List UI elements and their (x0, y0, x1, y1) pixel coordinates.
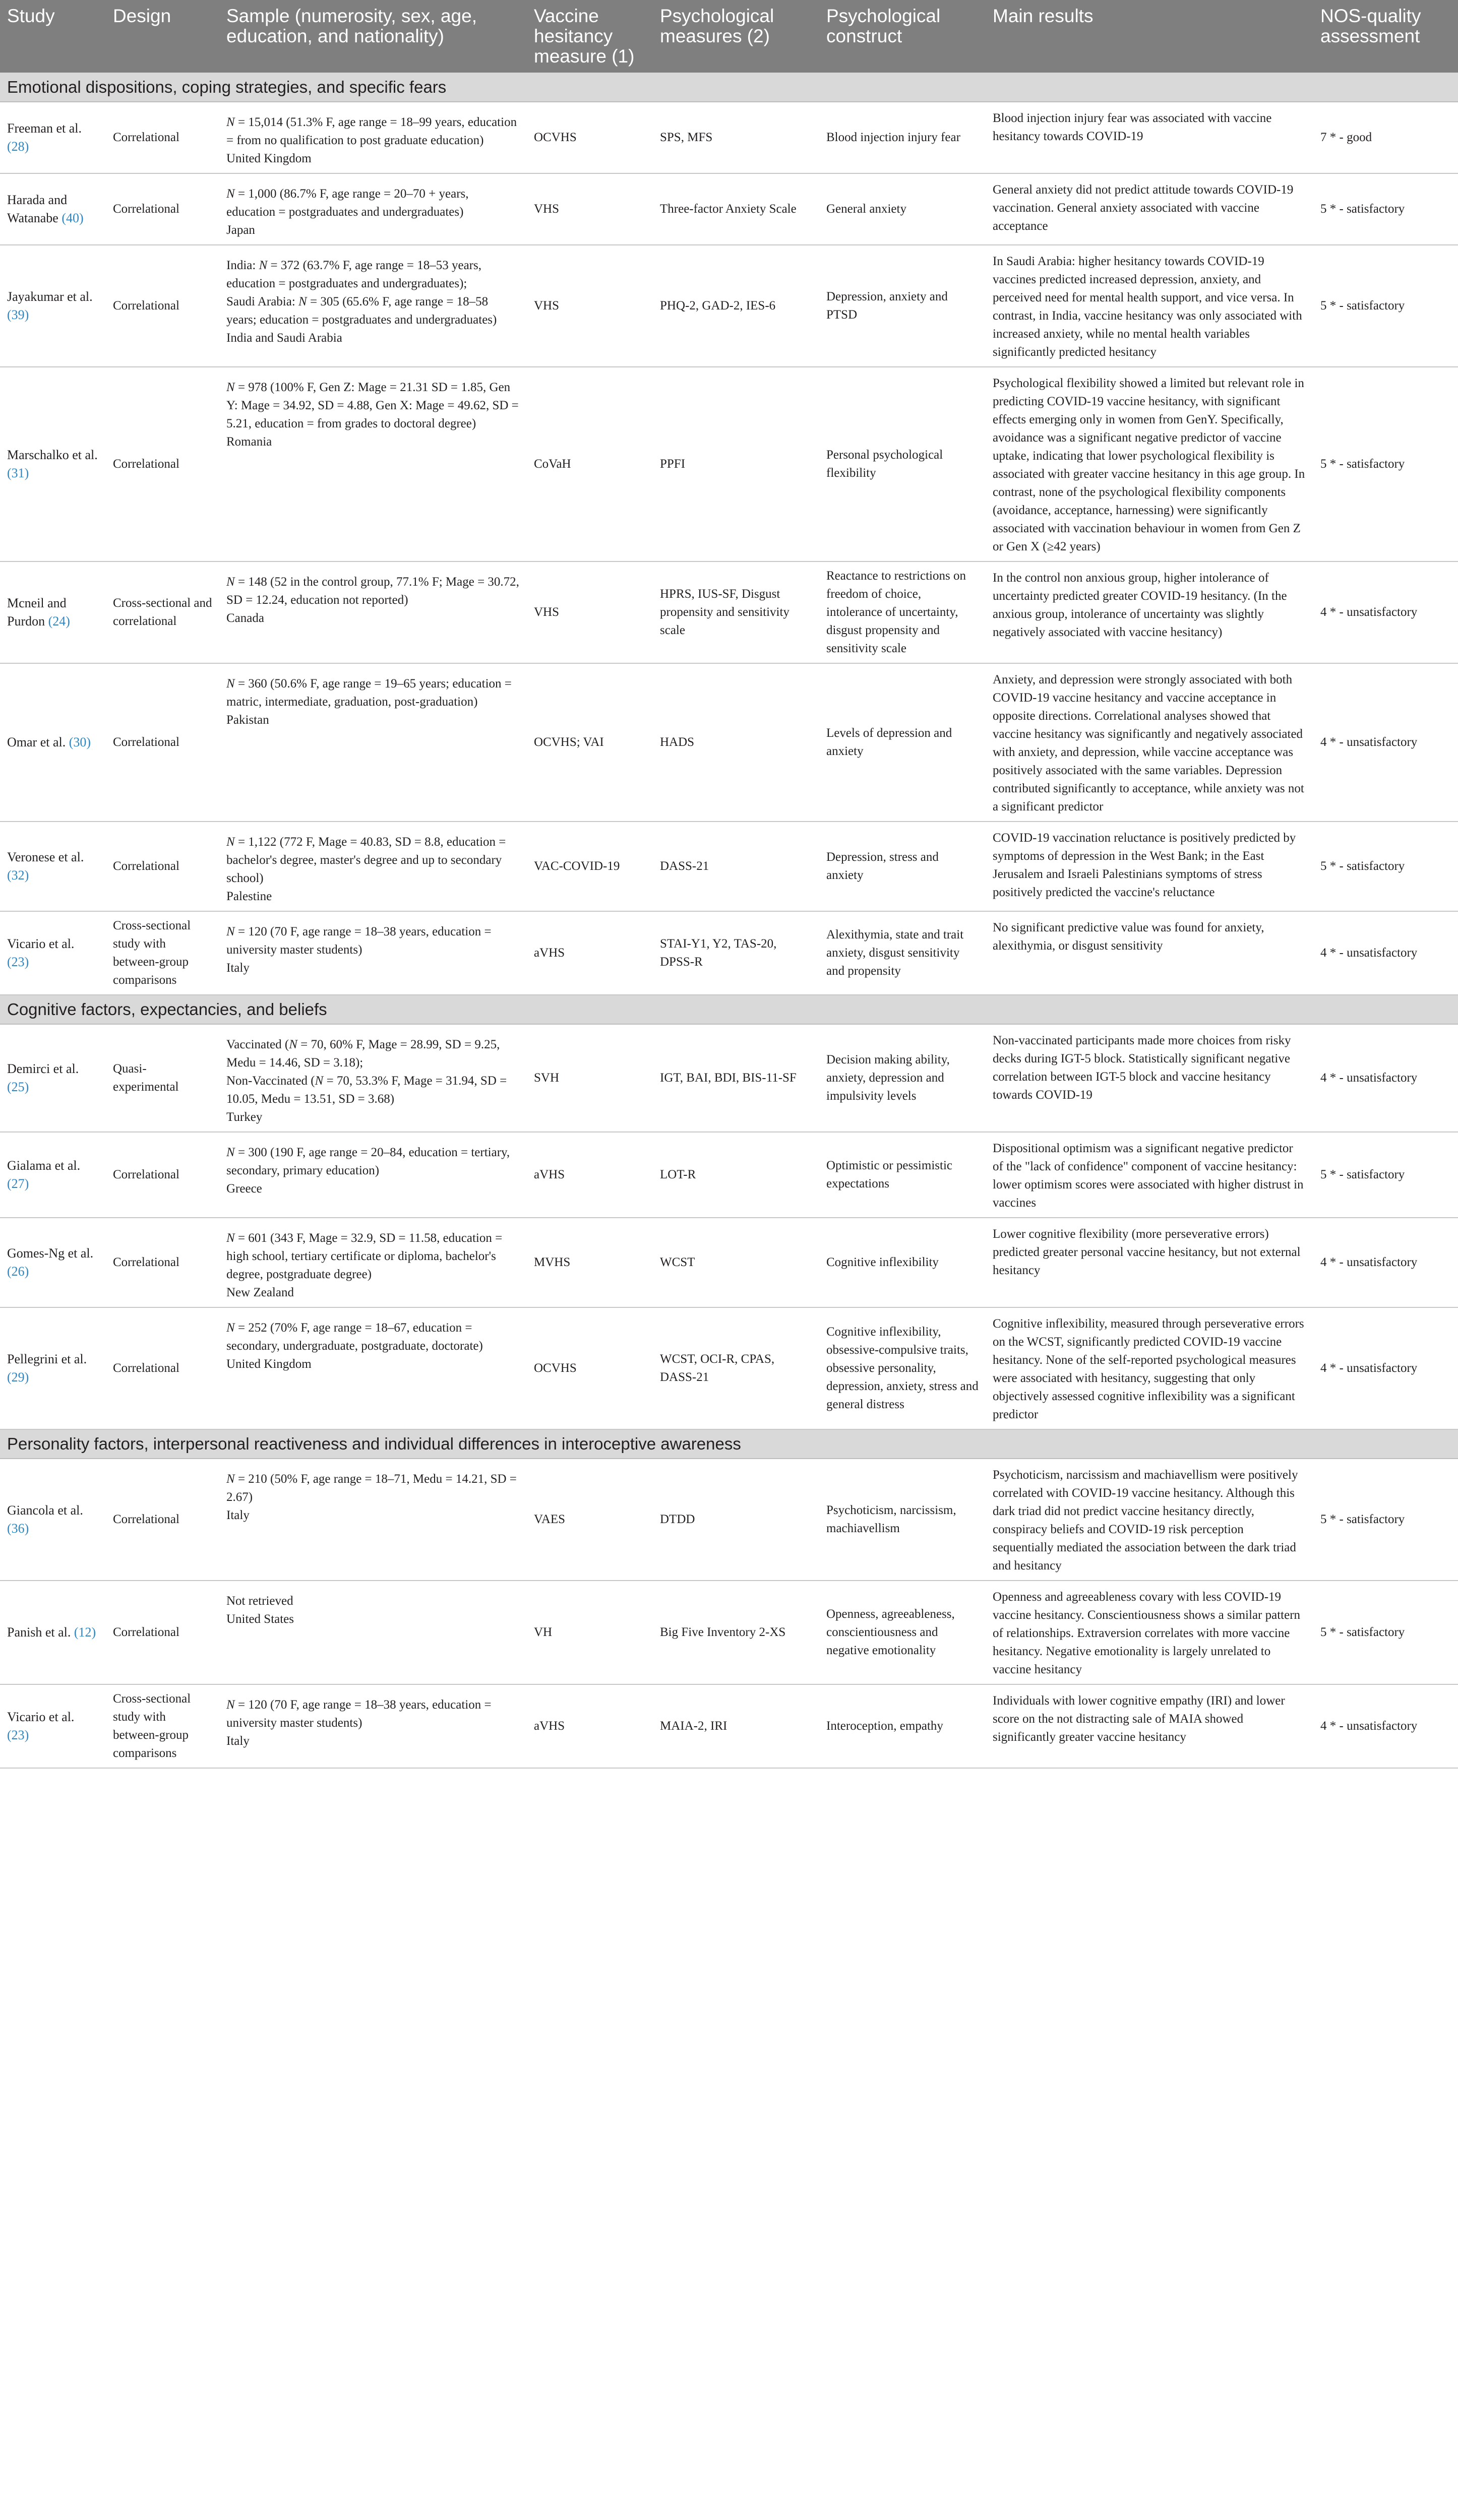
design-cell: Correlational (106, 173, 219, 245)
study-name: Omar et al. (7, 735, 66, 749)
psychological-construct-cell: General anxiety (819, 173, 986, 245)
sample-line: N = 120 (70 F, age range = 18–38 years, education = university master students) (226, 1698, 492, 1730)
study-cell (0, 911, 106, 995)
table-row (0, 561, 1458, 663)
sample-line: India: N = 372 (63.7% F, age range = 18–53 years, education = postgraduates and undergraduates); (226, 259, 481, 290)
sample-cell (219, 1132, 527, 1218)
nos-quality-cell: 4 * - unsatisfactory (1313, 1024, 1458, 1132)
main-results-cell: Anxiety, and depression were strongly associated with both COVID-19 vaccine hesitancy and vaccine acceptance in opposite directions. Correlational analyses showed that vaccine hesitancy was significantly and negatively associated with anxiety, and depression, while vaccine acceptance was positively associated with the same variables. Depression contributed significantly to acceptance, while anxiety was not a significant predictor (986, 663, 1313, 822)
psychological-measures-cell: PPFI (653, 367, 819, 561)
vaccine-hesitancy-measure-cell: OCVHS (527, 1307, 653, 1429)
study-name: Demirci et al. (7, 1061, 79, 1076)
vaccine-hesitancy-measure-cell: aVHS (527, 1132, 653, 1218)
table-row (0, 1684, 1458, 1768)
sample-cell (219, 367, 527, 561)
sample-line: N = 300 (190 F, age range = 20–84, education = tertiary, secondary, primary education) (226, 1146, 510, 1177)
sample-line: Turkey (226, 1110, 263, 1124)
nos-quality-cell: 5 * - satisfactory (1313, 173, 1458, 245)
nos-quality-cell: 5 * - satisfactory (1313, 822, 1458, 911)
psychological-construct-cell: Openness, agreeableness, conscientiousness and negative emotionality (819, 1581, 986, 1684)
study-name: Freeman et al. (7, 121, 82, 136)
reference-link[interactable]: (24) (48, 614, 70, 628)
psychological-construct-cell: Cognitive inflexibility, obsessive-compulsive traits, obsessive personality, depression, anxiety, stress and general distress (819, 1307, 986, 1429)
nos-quality-cell: 5 * - satisfactory (1313, 245, 1458, 367)
table-row (0, 173, 1458, 245)
reference-link[interactable]: (30) (69, 735, 91, 749)
study-name: Vicario et al. (7, 1710, 75, 1724)
study-name: Mcneil and Purdon (7, 596, 67, 628)
sample-line: N = 148 (52 in the control group, 77.1% F; Mage = 30.72, SD = 12.24, education not reported) (226, 575, 519, 607)
sample-line: India and Saudi Arabia (226, 331, 342, 345)
header-psychological-construct: Psychological construct (819, 0, 986, 73)
sample-cell (219, 663, 527, 822)
reference-link[interactable]: (40) (62, 211, 84, 225)
header-main-results: Main results (986, 0, 1313, 73)
section-header-row (0, 73, 1458, 102)
reference-link[interactable]: (23) (7, 1728, 29, 1742)
reference-link[interactable]: (29) (7, 1370, 29, 1384)
sample-line: N = 360 (50.6% F, age range = 19–65 years; education = matric, intermediate, graduation, post-graduation) (226, 677, 512, 709)
table-row (0, 1581, 1458, 1684)
psychological-construct-cell: Blood injection injury fear (819, 102, 986, 173)
sample-cell (219, 561, 527, 663)
sample-line: Canada (226, 611, 264, 625)
nos-quality-cell: 4 * - unsatisfactory (1313, 911, 1458, 995)
sample-cell (219, 102, 527, 173)
main-results-cell: Openness and agreeableness covary with less COVID-19 vaccine hesitancy. Conscientiousness shows a similar pattern of relationships. Extraversion correlates with more vaccine hesitancy. Negative emotionality is largely unrelated to vaccine hesitancy (986, 1581, 1313, 1684)
sample-line: Italy (226, 961, 250, 975)
sample-line: Japan (226, 223, 255, 237)
study-cell (0, 1218, 106, 1307)
sample-cell (219, 822, 527, 911)
header-sample: Sample (numerosity, sex, age, education, and nationality) (219, 0, 527, 73)
psychological-measures-cell: MAIA-2, IRI (653, 1684, 819, 1768)
psychological-construct-cell: Levels of depression and anxiety (819, 663, 986, 822)
psychological-construct-cell: Personal psychological flexibility (819, 367, 986, 561)
section-title: Cognitive factors, expectancies, and beliefs (0, 995, 1458, 1024)
sample-line: Non-Vaccinated (N = 70, 53.3% F, Mage = 31.94, SD = 10.05, Medu = 13.51, SD = 3.68) (226, 1074, 507, 1106)
header-nos-quality: NOS-quality assessment (1313, 0, 1458, 73)
vaccine-hesitancy-measure-cell: MVHS (527, 1218, 653, 1307)
study-name: Jayakumar et al. (7, 289, 93, 304)
sample-line: United Kingdom (226, 1357, 312, 1371)
sample-cell (219, 1218, 527, 1307)
nos-quality-cell: 5 * - satisfactory (1313, 1581, 1458, 1684)
psychological-measures-cell: PHQ-2, GAD-2, IES-6 (653, 245, 819, 367)
study-cell (0, 367, 106, 561)
study-cell (0, 1684, 106, 1768)
study-cell (0, 102, 106, 173)
vaccine-hesitancy-measure-cell: CoVaH (527, 367, 653, 561)
sample-cell (219, 1684, 527, 1768)
sample-cell (219, 911, 527, 995)
design-cell: Correlational (106, 245, 219, 367)
study-cell (0, 1581, 106, 1684)
study-name: Marschalko et al. (7, 448, 98, 462)
sample-cell (219, 1307, 527, 1429)
table-row (0, 367, 1458, 561)
table-row (0, 911, 1458, 995)
study-name: Vicario et al. (7, 936, 75, 951)
psychological-measures-cell: HADS (653, 663, 819, 822)
study-name: Gomes-Ng et al. (7, 1246, 94, 1261)
nos-quality-cell: 7 * - good (1313, 102, 1458, 173)
psychological-construct-cell: Depression, anxiety and PTSD (819, 245, 986, 367)
section-header-row (0, 1429, 1458, 1459)
sample-line: Italy (226, 1734, 250, 1748)
design-cell: Correlational (106, 1307, 219, 1429)
psychological-measures-cell: DASS-21 (653, 822, 819, 911)
nos-quality-cell: 4 * - unsatisfactory (1313, 663, 1458, 822)
reference-link[interactable]: (26) (7, 1264, 29, 1279)
psychological-construct-cell: Reactance to restrictions on freedom of choice, intolerance of uncertainty, disgust propensity and sensitivity scale (819, 561, 986, 663)
design-cell: Cross-sectional and correlational (106, 561, 219, 663)
sample-line: Pakistan (226, 713, 269, 727)
main-results-cell: Individuals with lower cognitive empathy (IRI) and lower score on the not distracting sale of MAIA showed significantly greater vaccine hesitancy (986, 1684, 1313, 1768)
sample-cell (219, 1459, 527, 1581)
reference-link[interactable]: (32) (7, 868, 29, 883)
nos-quality-cell: 4 * - unsatisfactory (1313, 1307, 1458, 1429)
sample-line: Not retrieved (226, 1594, 293, 1608)
vaccine-hesitancy-measure-cell: VHS (527, 173, 653, 245)
sample-cell (219, 1024, 527, 1132)
main-results-cell: Dispositional optimism was a significant negative predictor of the "lack of confidence" component of vaccine hesitancy: lower optimism scores were associated with higher distrust in vaccines (986, 1132, 1313, 1218)
design-cell: Correlational (106, 1581, 219, 1684)
header-psychological-measures: Psychological measures (2) (653, 0, 819, 73)
table-row (0, 1218, 1458, 1307)
table-row (0, 1307, 1458, 1429)
study-cell (0, 1132, 106, 1218)
sample-line: N = 210 (50% F, age range = 18–71, Medu = 14.21, SD = 2.67) (226, 1472, 517, 1504)
nos-quality-cell: 5 * - satisfactory (1313, 367, 1458, 561)
section-header-row (0, 995, 1458, 1024)
vaccine-hesitancy-measure-cell: aVHS (527, 911, 653, 995)
section-title: Personality factors, interpersonal reactiveness and individual differences in interoceptive awareness (0, 1429, 1458, 1459)
table-row (0, 102, 1458, 173)
study-cell (0, 1024, 106, 1132)
design-cell: Correlational (106, 1132, 219, 1218)
psychological-construct-cell: Depression, stress and anxiety (819, 822, 986, 911)
psychological-measures-cell: STAI-Y1, Y2, TAS-20, DPSS-R (653, 911, 819, 995)
main-results-cell: Psychoticism, narcissism and machiavellism were positively correlated with COVID-19 vaccine hesitancy. Although this dark triad did not predict vaccine hesitancy directly, conspiracy beliefs and COVID-19 risk perception sequentially mediated the association between the dark triad and hesitancy (986, 1459, 1313, 1581)
study-cell (0, 822, 106, 911)
study-cell (0, 1459, 106, 1581)
main-results-cell: Psychological flexibility showed a limited but relevant role in predicting COVID-19 vaccine hesitancy, with significant effects emerging only in women from GenY. Specifically, avoidance was a significant negative predictor of vaccine uptake, indicating that lower psychological flexibility is associated with greater vaccine hesitancy in this age group. In contrast, none of the psychological flexibility components (avoidance, acceptance, harnessing) were significantly associated with vaccination behaviour in women from Gen Z or Gen X (≥42 years) (986, 367, 1313, 561)
main-results-cell: Non-vaccinated participants made more choices from risky decks during IGT-5 block. Statistically significant negative correlation between IGT-5 block and vaccine hesitancy towards COVID-19 (986, 1024, 1313, 1132)
sample-cell (219, 1581, 527, 1684)
table-header (0, 0, 1458, 73)
vaccine-hesitancy-measure-cell: VH (527, 1581, 653, 1684)
vaccine-hesitancy-measure-cell: SVH (527, 1024, 653, 1132)
psychological-construct-cell: Optimistic or pessimistic expectations (819, 1132, 986, 1218)
study-name: Pellegrini et al. (7, 1352, 87, 1366)
design-cell: Correlational (106, 367, 219, 561)
vaccine-hesitancy-measure-cell: aVHS (527, 1684, 653, 1768)
psychological-measures-cell: Three-factor Anxiety Scale (653, 173, 819, 245)
sample-line: N = 252 (70% F, age range = 18–67, education = secondary, undergraduate, postgraduate, doctorate) (226, 1321, 483, 1353)
reference-link[interactable]: (28) (7, 139, 29, 154)
sample-line: Romania (226, 435, 272, 449)
main-results-cell: In the control non anxious group, higher intolerance of uncertainty predicted greater COVID-19 hesitancy. (In the anxious group, intolerance of uncertainty was slightly negatively associated with vaccine hesitancy) (986, 561, 1313, 663)
psychological-measures-cell: DTDD (653, 1459, 819, 1581)
header-vaccine-hesitancy-measure: Vaccine hesitancy measure (1) (527, 0, 653, 73)
vaccine-hesitancy-measure-cell: VHS (527, 561, 653, 663)
main-results-cell: General anxiety did not predict attitude towards COVID-19 vaccination. General anxiety associated with vaccine acceptance (986, 173, 1313, 245)
reference-link[interactable]: (36) (7, 1521, 29, 1536)
sample-line: N = 978 (100% F, Gen Z: Mage = 21.31 SD = 1.85, Gen Y: Mage = 34.92, SD = 4.88, Gen X: Mage = 49.62, SD = 5.21, education = from grades to doctoral degree) (226, 381, 519, 430)
header-design: Design (106, 0, 219, 73)
design-cell: Correlational (106, 1459, 219, 1581)
reference-link[interactable]: (31) (7, 466, 29, 480)
vaccine-hesitancy-measure-cell: VHS (527, 245, 653, 367)
main-results-cell: COVID-19 vaccination reluctance is positively predicted by symptoms of depression in the West Bank; in the East Jerusalem and Israeli Palestinians symptoms of stress positively predicted the vaccine's reluctance (986, 822, 1313, 911)
study-cell (0, 245, 106, 367)
reference-link[interactable]: (27) (7, 1176, 29, 1191)
nos-quality-cell: 5 * - satisfactory (1313, 1459, 1458, 1581)
table-row (0, 822, 1458, 911)
design-cell: Correlational (106, 1218, 219, 1307)
table-row (0, 1459, 1458, 1581)
design-cell: Correlational (106, 822, 219, 911)
reference-link[interactable]: (23) (7, 955, 29, 969)
sample-line: N = 15,014 (51.3% F, age range = 18–99 years, education = from no qualification to post graduate education) (226, 115, 517, 147)
reference-link[interactable]: (39) (7, 307, 29, 322)
psychological-construct-cell: Cognitive inflexibility (819, 1218, 986, 1307)
vaccine-hesitancy-measure-cell: VAC-COVID-19 (527, 822, 653, 911)
psychological-construct-cell: Psychoticism, narcissism, machiavellism (819, 1459, 986, 1581)
psychological-measures-cell: HPRS, IUS-SF, Disgust propensity and sensitivity scale (653, 561, 819, 663)
reference-link[interactable]: (12) (74, 1625, 96, 1640)
design-cell: Cross-sectional study with between-group comparisons (106, 1684, 219, 1768)
sample-line: United Kingdom (226, 152, 312, 165)
study-cell (0, 561, 106, 663)
vaccine-hesitancy-measure-cell: OCVHS; VAI (527, 663, 653, 822)
study-name: Gialama et al. (7, 1158, 81, 1173)
main-results-cell: Cognitive inflexibility, measured through perseverative errors on the WCST, significantly predicted COVID-19 vaccine hesitancy. None of the self-reported psychological measures were associated with hesitancy, suggesting that only objectively assessed cognitive inflexibility was a significant predictor (986, 1307, 1313, 1429)
table-row (0, 245, 1458, 367)
design-cell: Quasi-experimental (106, 1024, 219, 1132)
psychological-construct-cell: Alexithymia, state and trait anxiety, disgust sensitivity and propensity (819, 911, 986, 995)
main-results-cell: Lower cognitive flexibility (more perseverative errors) predicted greater personal vaccine hesitancy, but not external hesitancy (986, 1218, 1313, 1307)
design-cell: Correlational (106, 102, 219, 173)
psychological-measures-cell: SPS, MFS (653, 102, 819, 173)
vaccine-hesitancy-measure-cell: OCVHS (527, 102, 653, 173)
sample-line: United States (226, 1612, 294, 1626)
psychological-measures-cell: LOT-R (653, 1132, 819, 1218)
psychological-construct-cell: Interoception, empathy (819, 1684, 986, 1768)
sample-line: Italy (226, 1508, 250, 1522)
study-name: Panish et al. (7, 1625, 71, 1640)
psychological-measures-cell: WCST (653, 1218, 819, 1307)
sample-line: N = 601 (343 F, Mage = 32.9, SD = 11.58, education = high school, tertiary certificate or diploma, bachelor's degree, postgraduate degree) (226, 1231, 503, 1281)
study-name: Harada and Watanabe (7, 193, 68, 225)
main-results-cell: In Saudi Arabia: higher hesitancy towards COVID-19 vaccines predicted increased depression, anxiety, and perceived need for mental health support, and vice versa. In contrast, in India, vaccine hesitancy was only associated with increased anxiety, while no mental health variables significantly predicted hesitancy (986, 245, 1313, 367)
study-name: Veronese et al. (7, 850, 84, 864)
design-cell: Cross-sectional study with between-group comparisons (106, 911, 219, 995)
table-row (0, 1024, 1458, 1132)
psychological-measures-cell: WCST, OCI-R, CPAS, DASS-21 (653, 1307, 819, 1429)
nos-quality-cell: 4 * - unsatisfactory (1313, 561, 1458, 663)
study-cell (0, 173, 106, 245)
psychological-measures-cell: IGT, BAI, BDI, BIS-11-SF (653, 1024, 819, 1132)
nos-quality-cell: 4 * - unsatisfactory (1313, 1684, 1458, 1768)
sample-line: New Zealand (226, 1286, 294, 1299)
sample-line: Palestine (226, 890, 272, 903)
sample-cell (219, 173, 527, 245)
sample-line: N = 1,122 (772 F, Mage = 40.83, SD = 8.8, education = bachelor's degree, master's degree and up to secondary school) (226, 835, 506, 885)
main-results-cell: No significant predictive value was found for anxiety, alexithymia, or disgust sensitivity (986, 911, 1313, 995)
section-title: Emotional dispositions, coping strategies, and specific fears (0, 73, 1458, 102)
nos-quality-cell: 5 * - satisfactory (1313, 1132, 1458, 1218)
vaccine-hesitancy-measure-cell: VAES (527, 1459, 653, 1581)
main-results-cell: Blood injection injury fear was associated with vaccine hesitancy towards COVID-19 (986, 102, 1313, 173)
study-cell (0, 1307, 106, 1429)
study-cell (0, 663, 106, 822)
design-cell: Correlational (106, 663, 219, 822)
sample-line: N = 120 (70 F, age range = 18–38 years, education = university master students) (226, 925, 492, 957)
sample-line: Vaccinated (N = 70, 60% F, Mage = 28.99, SD = 9.25, Medu = 14.46, SD = 3.18); (226, 1038, 500, 1069)
psychological-construct-cell: Decision making ability, anxiety, depression and impulsivity levels (819, 1024, 986, 1132)
table-row (0, 663, 1458, 822)
sample-line: N = 1,000 (86.7% F, age range = 20–70 + years, education = postgraduates and undergraduates) (226, 187, 469, 219)
sample-line: Saudi Arabia: N = 305 (65.6% F, age range = 18–58 years; education = postgraduates and undergraduates) (226, 295, 497, 327)
table-body (0, 73, 1458, 1768)
reference-link[interactable]: (25) (7, 1080, 29, 1094)
sample-cell (219, 245, 527, 367)
psychological-measures-cell: Big Five Inventory 2-XS (653, 1581, 819, 1684)
header-study: Study (0, 0, 106, 73)
nos-quality-cell: 4 * - unsatisfactory (1313, 1218, 1458, 1307)
table-row (0, 1132, 1458, 1218)
sample-line: Greece (226, 1182, 262, 1195)
study-name: Giancola et al. (7, 1503, 83, 1518)
